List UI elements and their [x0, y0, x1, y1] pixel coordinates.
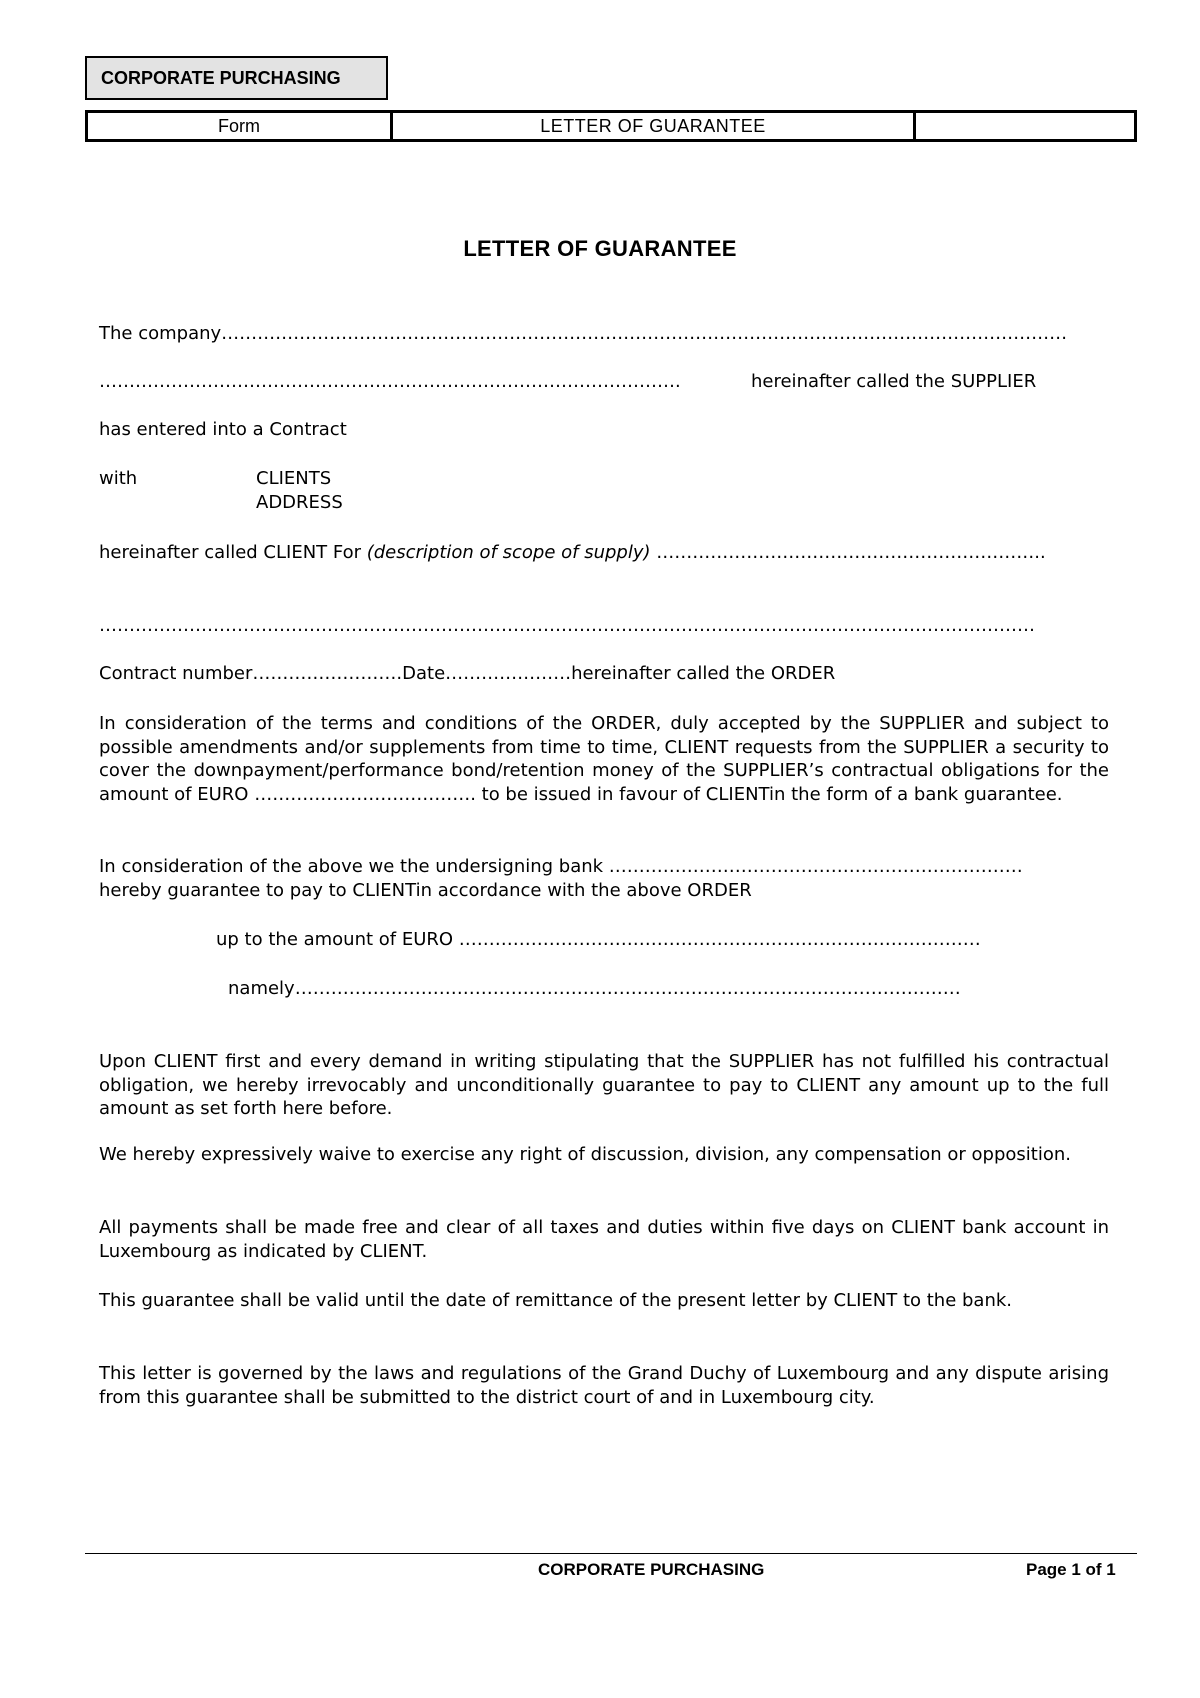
department-label: CORPORATE PURCHASING: [101, 67, 341, 88]
with-label: with: [99, 468, 138, 489]
contract-number-line: Contract number…………………….Date…………………hereinafter called the ORDER: [99, 663, 836, 684]
form-title: LETTER OF GUARANTEE: [393, 113, 916, 139]
company-field-line2: …………………………………………………………………………………….: [99, 371, 681, 392]
waiver-paragraph: We hereby expressively waive to exercise any right of discussion, division, any compensation or opposition.: [99, 1144, 1071, 1165]
payments-paragraph: All payments shall be made free and clear of all taxes and duties within five days on CLIENT bank account in Luxembourg as indicated by CLIENT.: [99, 1217, 1109, 1262]
client-scope-dots: ………………………………………………………..: [650, 542, 1046, 563]
validity-paragraph: This guarantee shall be valid until the date of remittance of the present letter by CLIENT to the bank.: [99, 1290, 1013, 1311]
form-header-row: [85, 110, 1137, 142]
scope-dotted-line: …………………………………………………………………………………………………………………………………………: [99, 615, 1035, 636]
department-box: [85, 56, 388, 100]
demand-paragraph: Upon CLIENT first and every demand in writing stipulating that the SUPPLIER has not fulfilled his contractual obligation, we hereby irrevocably and unconditionally guarantee to pay to CLIENT any amount up to the full amount as set forth here before.: [99, 1051, 1109, 1119]
document-title: LETTER OF GUARANTEE: [463, 236, 737, 261]
form-blank-cell: [916, 113, 1134, 139]
governing-law-paragraph: This letter is governed by the laws and regulations of the Grand Duchy of Luxembourg and any dispute arising from this guarantee shall be submitted to the district court of and in Luxembourg city.: [99, 1363, 1109, 1408]
address-field: ADDRESS: [256, 492, 343, 513]
guarantee-line: hereby guarantee to pay to CLIENTin accordance with the above ORDER: [99, 880, 752, 901]
namely-field: namely…………………………………………………………………………………………………: [228, 978, 961, 999]
supplier-designation: hereinafter called the SUPPLIER: [751, 371, 1037, 392]
client-scope-prefix: hereinafter called CLIENT For: [99, 542, 367, 563]
company-field: The company……………………………………………………………………………………………………………………………: [99, 323, 1068, 344]
form-label: Form: [88, 113, 393, 139]
footer-rule: [85, 1553, 1137, 1554]
amount-field: up to the amount of EURO ……………………………………………………………………………: [216, 929, 981, 950]
footer-department: CORPORATE PURCHASING: [538, 1560, 765, 1579]
client-scope-line: [99, 541, 1046, 565]
bank-line: In consideration of the above we the undersigning bank ……………………………………………………………: [99, 856, 1023, 877]
contract-intro: has entered into a Contract: [99, 419, 347, 440]
clients-field: CLIENTS: [256, 468, 332, 489]
page-number: Page 1 of 1: [1026, 1560, 1116, 1579]
consideration-paragraph: In consideration of the terms and conditions of the ORDER, duly accepted by the SUPPLIER and subject to possible amendments and/or supplements from time to time, CLIENT requests from the SUPPLIER a security to cover the downpayment/performance bond/retention money of the SUPPLIER’s contractual obligations for the amount of EURO ………………………………. to be issued in favour of CLIENTin the form of a bank guarantee.: [99, 713, 1109, 805]
client-scope-description: (description of scope of supply): [366, 542, 651, 563]
